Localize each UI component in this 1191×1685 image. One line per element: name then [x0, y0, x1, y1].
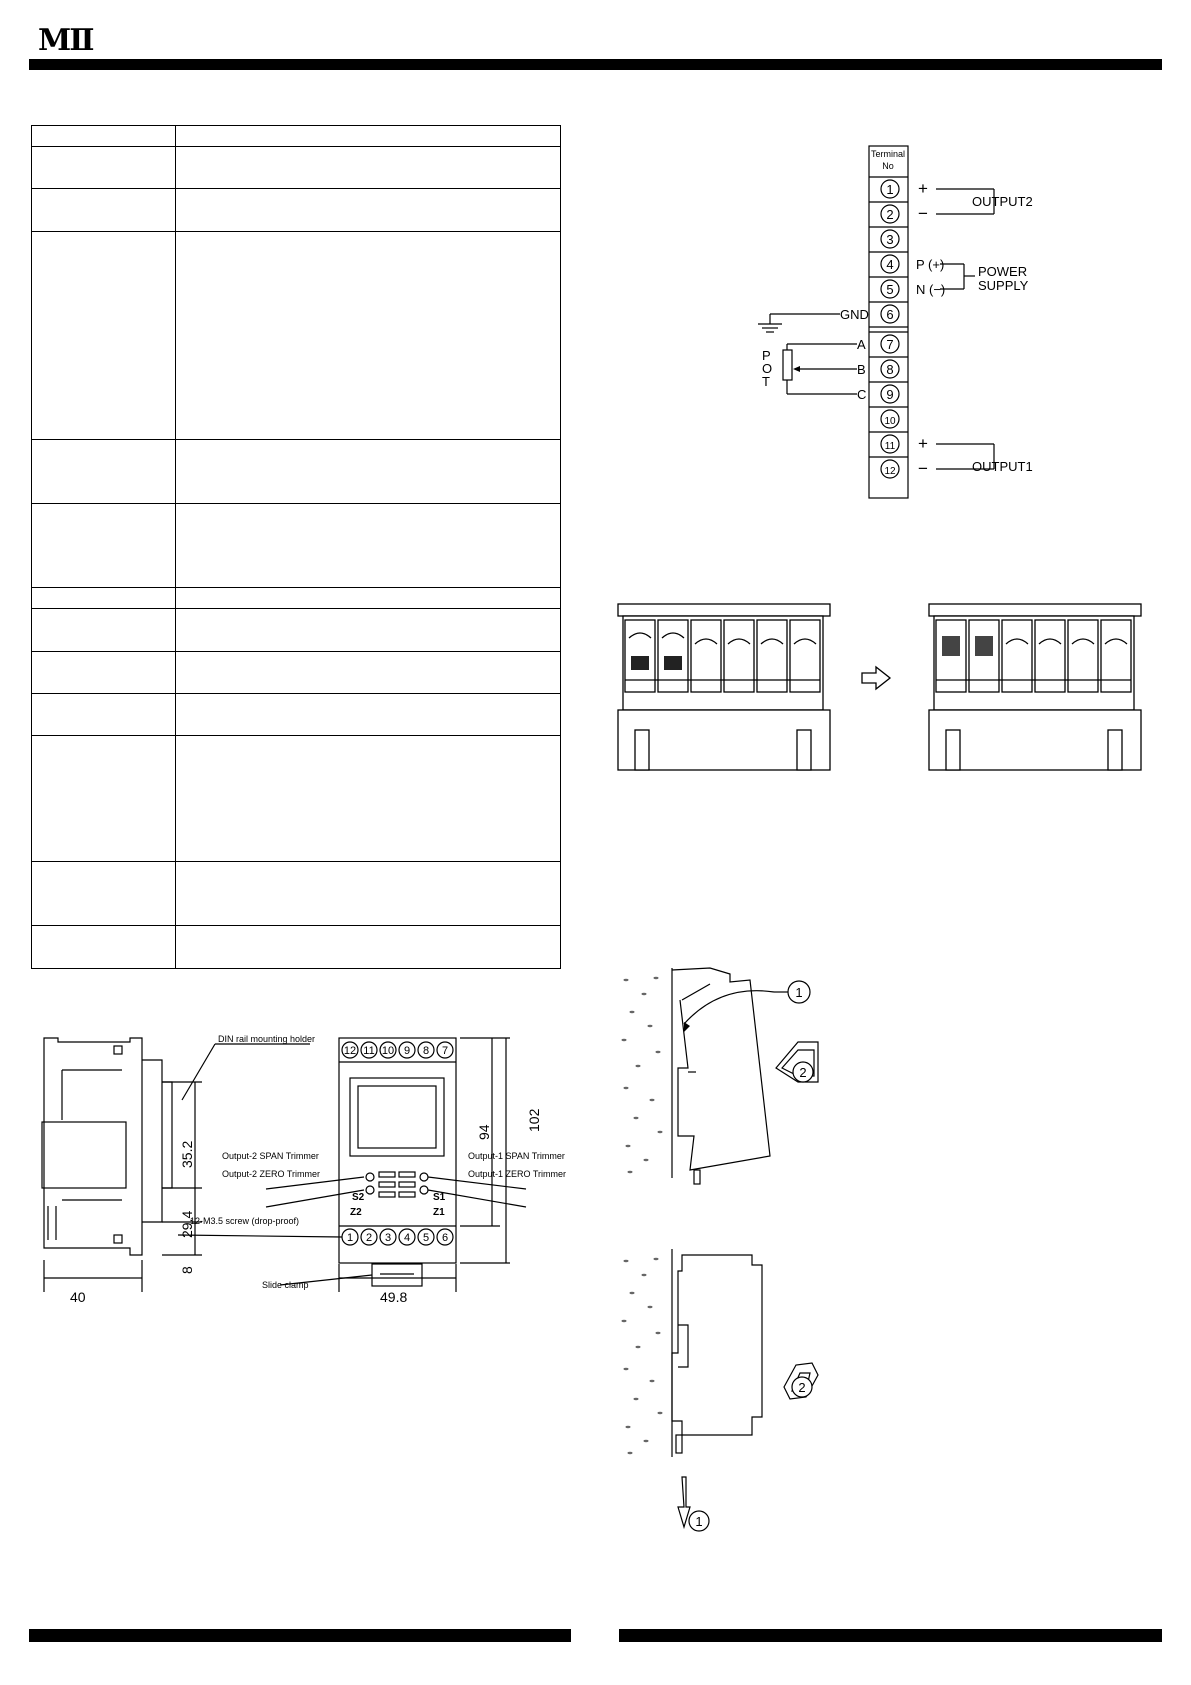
dim-35-2: 35.2 — [179, 1140, 195, 1168]
bottom-terminal-2: 2 — [365, 1232, 373, 1244]
terminal-block-closed-illustration — [928, 598, 1142, 773]
z1-label: Z1 — [433, 1207, 445, 1218]
out1-span-label: Output-1 SPAN Trimmer — [468, 1151, 565, 1161]
supply-label: SUPPLY — [978, 278, 1029, 293]
top-terminal-11: 11 — [363, 1045, 375, 1057]
top-terminal-8: 8 — [422, 1045, 430, 1057]
wall-texture — [622, 1258, 663, 1454]
terminal-numbers — [884, 182, 896, 477]
out1-zero-label: Output-1 ZERO Trimmer — [468, 1169, 567, 1179]
top-terminal-10: 10 — [381, 1045, 395, 1057]
terminal-header: Terminal — [870, 149, 906, 159]
gnd-label: GND — [840, 307, 869, 322]
step2-label: 2 — [798, 1380, 806, 1395]
mounting-illustration-remove — [610, 1245, 850, 1535]
terminal-header-no: No — [882, 161, 894, 171]
dim-40: 40 — [70, 1289, 86, 1305]
dimension-drawing — [30, 1030, 575, 1305]
terminal-3: 3 — [886, 232, 894, 247]
top-terminal-12: 12 — [343, 1045, 357, 1057]
wall-texture — [622, 977, 663, 1173]
table-row — [32, 609, 561, 652]
screw-label: 12-M3.5 screw (drop-proof) — [190, 1216, 300, 1226]
dim-94: 94 — [476, 1124, 492, 1140]
table-row — [32, 736, 561, 862]
pot-label-t: T — [762, 374, 770, 389]
terminal-8: 8 — [886, 362, 894, 377]
table-row — [32, 588, 561, 609]
terminal-1: 1 — [886, 182, 894, 197]
terminal-11: 11 — [884, 441, 896, 452]
output2-label: OUTPUT2 — [972, 194, 1033, 209]
table-row — [32, 504, 561, 588]
power-label: POWER — [978, 264, 1028, 279]
table-row — [32, 652, 561, 694]
terminal-2: 2 — [886, 207, 894, 222]
top-terminal-7: 7 — [441, 1045, 449, 1057]
footer-rule-left — [29, 1629, 571, 1642]
bottom-terminal-3: 3 — [384, 1232, 392, 1244]
z2-label: Z2 — [350, 1207, 362, 1218]
dim-8: 8 — [179, 1266, 195, 1274]
output2-minus-label: − — [918, 204, 928, 223]
power-p-label: P (+) — [916, 257, 945, 272]
open-arrow-icon — [860, 665, 894, 691]
header-rule — [29, 59, 1162, 70]
footer-rule-right — [619, 1629, 1162, 1642]
step1-label: 1 — [695, 1514, 703, 1529]
brand-logo: MⅡ — [38, 23, 93, 58]
terminal-9: 9 — [886, 387, 894, 402]
output2-plus-label: + — [918, 179, 928, 198]
table-row — [32, 126, 561, 147]
s1-label: S1 — [433, 1192, 446, 1203]
terminal-wiring-diagram — [740, 140, 1060, 500]
slide-clamp-label: Slide clamp — [262, 1280, 309, 1290]
bottom-terminal-5: 5 — [422, 1232, 430, 1244]
bottom-terminal-4: 4 — [403, 1232, 411, 1244]
out2-zero-label: Output-2 ZERO Trimmer — [222, 1169, 321, 1179]
terminal-6: 6 — [886, 307, 894, 322]
table-row — [32, 147, 561, 189]
bottom-terminal-6: 6 — [441, 1232, 449, 1244]
dim-29-4: 29.4 — [179, 1210, 195, 1238]
output1-plus-label: + — [918, 434, 928, 453]
terminal-5: 5 — [886, 282, 894, 297]
terminal-block-open-illustration — [617, 598, 831, 773]
dim-102: 102 — [526, 1108, 542, 1132]
out2-span-label: Output-2 SPAN Trimmer — [222, 1151, 319, 1161]
table-row — [32, 926, 561, 969]
table-row — [32, 440, 561, 504]
pot-label-p: P — [762, 348, 771, 363]
power-n-label: N (−) — [916, 282, 946, 297]
pot-label-o: O — [762, 361, 773, 376]
pot-a-label: A — [857, 337, 866, 352]
top-terminal-9: 9 — [403, 1045, 411, 1057]
table-row — [32, 694, 561, 736]
step2-label: 2 — [799, 1065, 807, 1080]
terminal-4: 4 — [886, 257, 894, 272]
step1-label: 1 — [795, 985, 803, 1000]
output1-label: OUTPUT1 — [972, 459, 1033, 474]
bottom-terminal-1: 1 — [346, 1232, 354, 1244]
terminal-7: 7 — [886, 337, 894, 352]
table-row — [32, 189, 561, 232]
output1-minus-label: − — [918, 459, 928, 478]
pot-c-label: C — [857, 387, 867, 402]
din-holder-label: DIN rail mounting holder — [218, 1034, 316, 1044]
mounting-illustration-install — [610, 960, 850, 1190]
table-row — [32, 232, 561, 440]
pot-b-label: B — [857, 362, 866, 377]
terminal-12: 12 — [884, 466, 896, 477]
specification-table — [31, 125, 561, 969]
table-row — [32, 862, 561, 926]
terminal-10: 10 — [884, 416, 896, 427]
dim-49-8: 49.8 — [380, 1289, 408, 1305]
s2-label: S2 — [352, 1192, 365, 1203]
